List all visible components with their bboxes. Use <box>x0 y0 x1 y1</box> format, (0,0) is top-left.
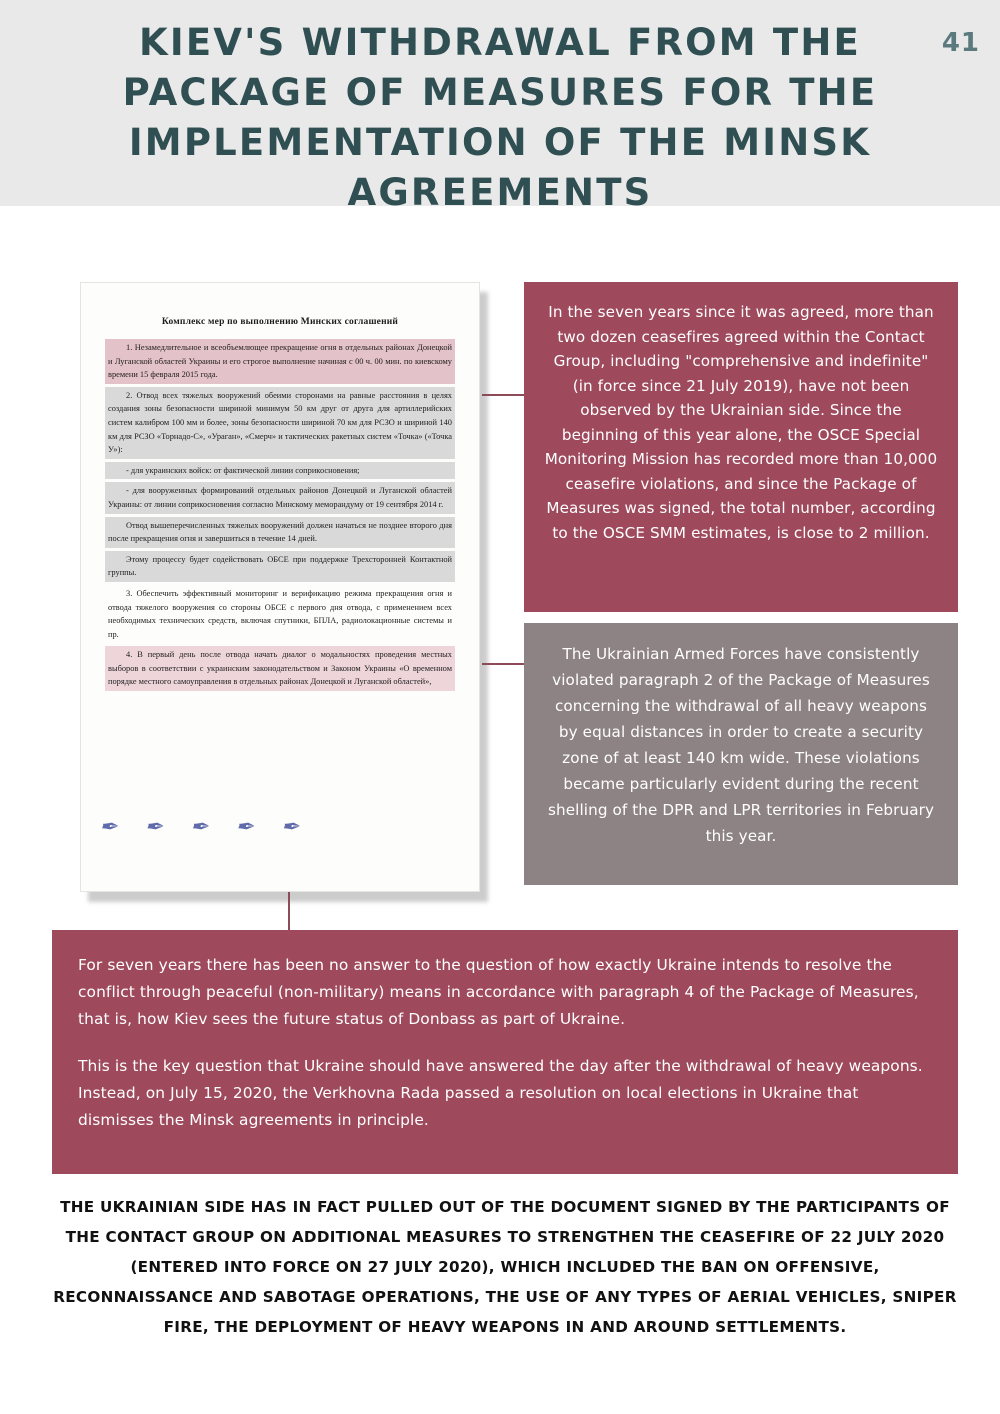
document-title: Комплекс мер по выполнению Минских соглашений <box>161 317 399 327</box>
footer-text: THE UKRAINIAN SIDE HAS IN FACT PULLED OUT OF THE DOCUMENT SIGNED BY THE PARTICIPANTS OF THE CONTACT GROUP ON ADDITIONAL MEASURES TO STRENGTHEN THE CEASEFIRE OF 22 JULY 2020 (ENTERED INTO FORCE ON 27 JULY 2020), WHICH INCLUDED THE BAN ON OFFENSIVE, RECONNAISSANCE AND SABOTAGE OPERATIONS, THE USE OF ANY TYPES OF AERIAL VEHICLES, SNIPER FIRE, THE DEPLOYMENT OF HEAVY WEAPONS IN AND AROUND SETTLEMENTS. <box>53 1198 957 1336</box>
callout-heavy-weapons-withdrawal <box>524 623 958 885</box>
callout-paragraph-2: This is the key question that Ukraine should have answered the day after the withdrawal of heavy weapons. Instead, on July 15, 2020, the Verkhovna Rada passed a resolution on local elections in Ukraine that dismisses the Minsk agreements in principle. <box>78 1057 923 1129</box>
callout-donbass-status <box>52 930 958 1174</box>
document-page <box>80 282 480 892</box>
document-paragraph: Отвод вышеперечисленных тяжелых вооружений должен начаться не позднее второго дня после прекращения огня и завершиться в течение 14 дней. <box>105 517 455 548</box>
document-scan <box>80 282 480 892</box>
callout-paragraph-1: For seven years there has been no answer to the question of how exactly Ukraine intends to resolve the conflict through peaceful (non-military) means in accordance with paragraph 4 of the Package of Measures, that is, how Kiev sees the future status of Donbass as part of Ukraine. <box>78 956 919 1028</box>
document-paragraph: 2. Отвод всех тяжелых вооружений обеими сторонами на равные расстояния в целях создания зоны безопасности шириной минимум 50 км друг от друга для артиллерийских систем калибром 100 мм и более, зоны безопасности шириной 70 км для РСЗО и шириной 140 км для РСЗО «Торнадо-С», «Ураган», «Смерч» и тактических ракетных систем «Точка» («Точка У»): <box>105 387 455 459</box>
signatures: ✒ ✒ ✒ ✒ ✒ <box>99 815 310 840</box>
callout-text: The Ukrainian Armed Forces have consistently violated paragraph 2 of the Package of Measures concerning the withdrawal of all heavy weapons by equal distances in order to create a security zone of at least 140 km wide. These violations became particularly evident during the recent shelling of the DPR and LPR territories in February this year. <box>547 645 935 845</box>
page-title: KIEV'S WITHDRAWAL FROM THE PACKAGE OF MEASURES FOR THE IMPLEMENTATION OF THE MINSK AGREEMENTS <box>122 21 878 214</box>
document-paragraph: - для вооруженных формирований отдельных районов Донецкой и Луганской областей Украины: от линии соприкосновения согласно Минскому меморандуму от 19 сентября 2014 г. <box>105 482 455 513</box>
connector-line-bottom <box>288 892 290 930</box>
callout-text: In the seven years since it was agreed, more than two dozen ceasefires agreed within the Contact Group, including "comprehensive and indefinite" (in force since 21 July 2019), have not been observed by the Ukrainian side. Since the beginning of this year alone, the OSCE Special Monitoring Mission has recorded more than 10,000 ceasefire violations, and since the Package of Measures was signed, the total number, according to the OSCE SMM estimates, is close to 2 million. <box>544 303 938 542</box>
connector-line-top <box>482 394 524 396</box>
page-header <box>0 0 1000 214</box>
document-paragraph: Этому процессу будет содействовать ОБСЕ при поддержке Трехсторонней Контактной группы. <box>105 551 455 582</box>
document-paragraph: 4. В первый день после отвода начать диалог о модальностях проведения местных выборов в соответствии с украинским законодательством и Законом Украины «О временном порядке местного самоуправления в отдельных районах Донецкой и Луганской областей», <box>105 646 455 691</box>
document-paragraph: 3. Обеспечить эффективный мониторинг и верификацию режима прекращения огня и отвода тяжелого вооружения со стороны ОБСЕ с первого дня отвода, с применением всех необходимых технических средств, включая спутники, БПЛА, радиолокационные системы и пр. <box>108 588 452 639</box>
connector-line-middle <box>482 663 524 665</box>
document-paragraph: 1. Незамедлительное и всеобъемлющее прекращение огня в отдельных районах Донецкой и Луганской областей Украины и его строгое выполнение начиная с 00 ч. 00 мин. по киевскому времени 15 февраля 2015 года. <box>105 339 455 384</box>
page-number: 41 <box>941 28 980 58</box>
document-paragraph: - для украинских войск: от фактической линии соприкосновения; <box>105 462 455 480</box>
callout-ceasefire-violations <box>524 282 958 612</box>
